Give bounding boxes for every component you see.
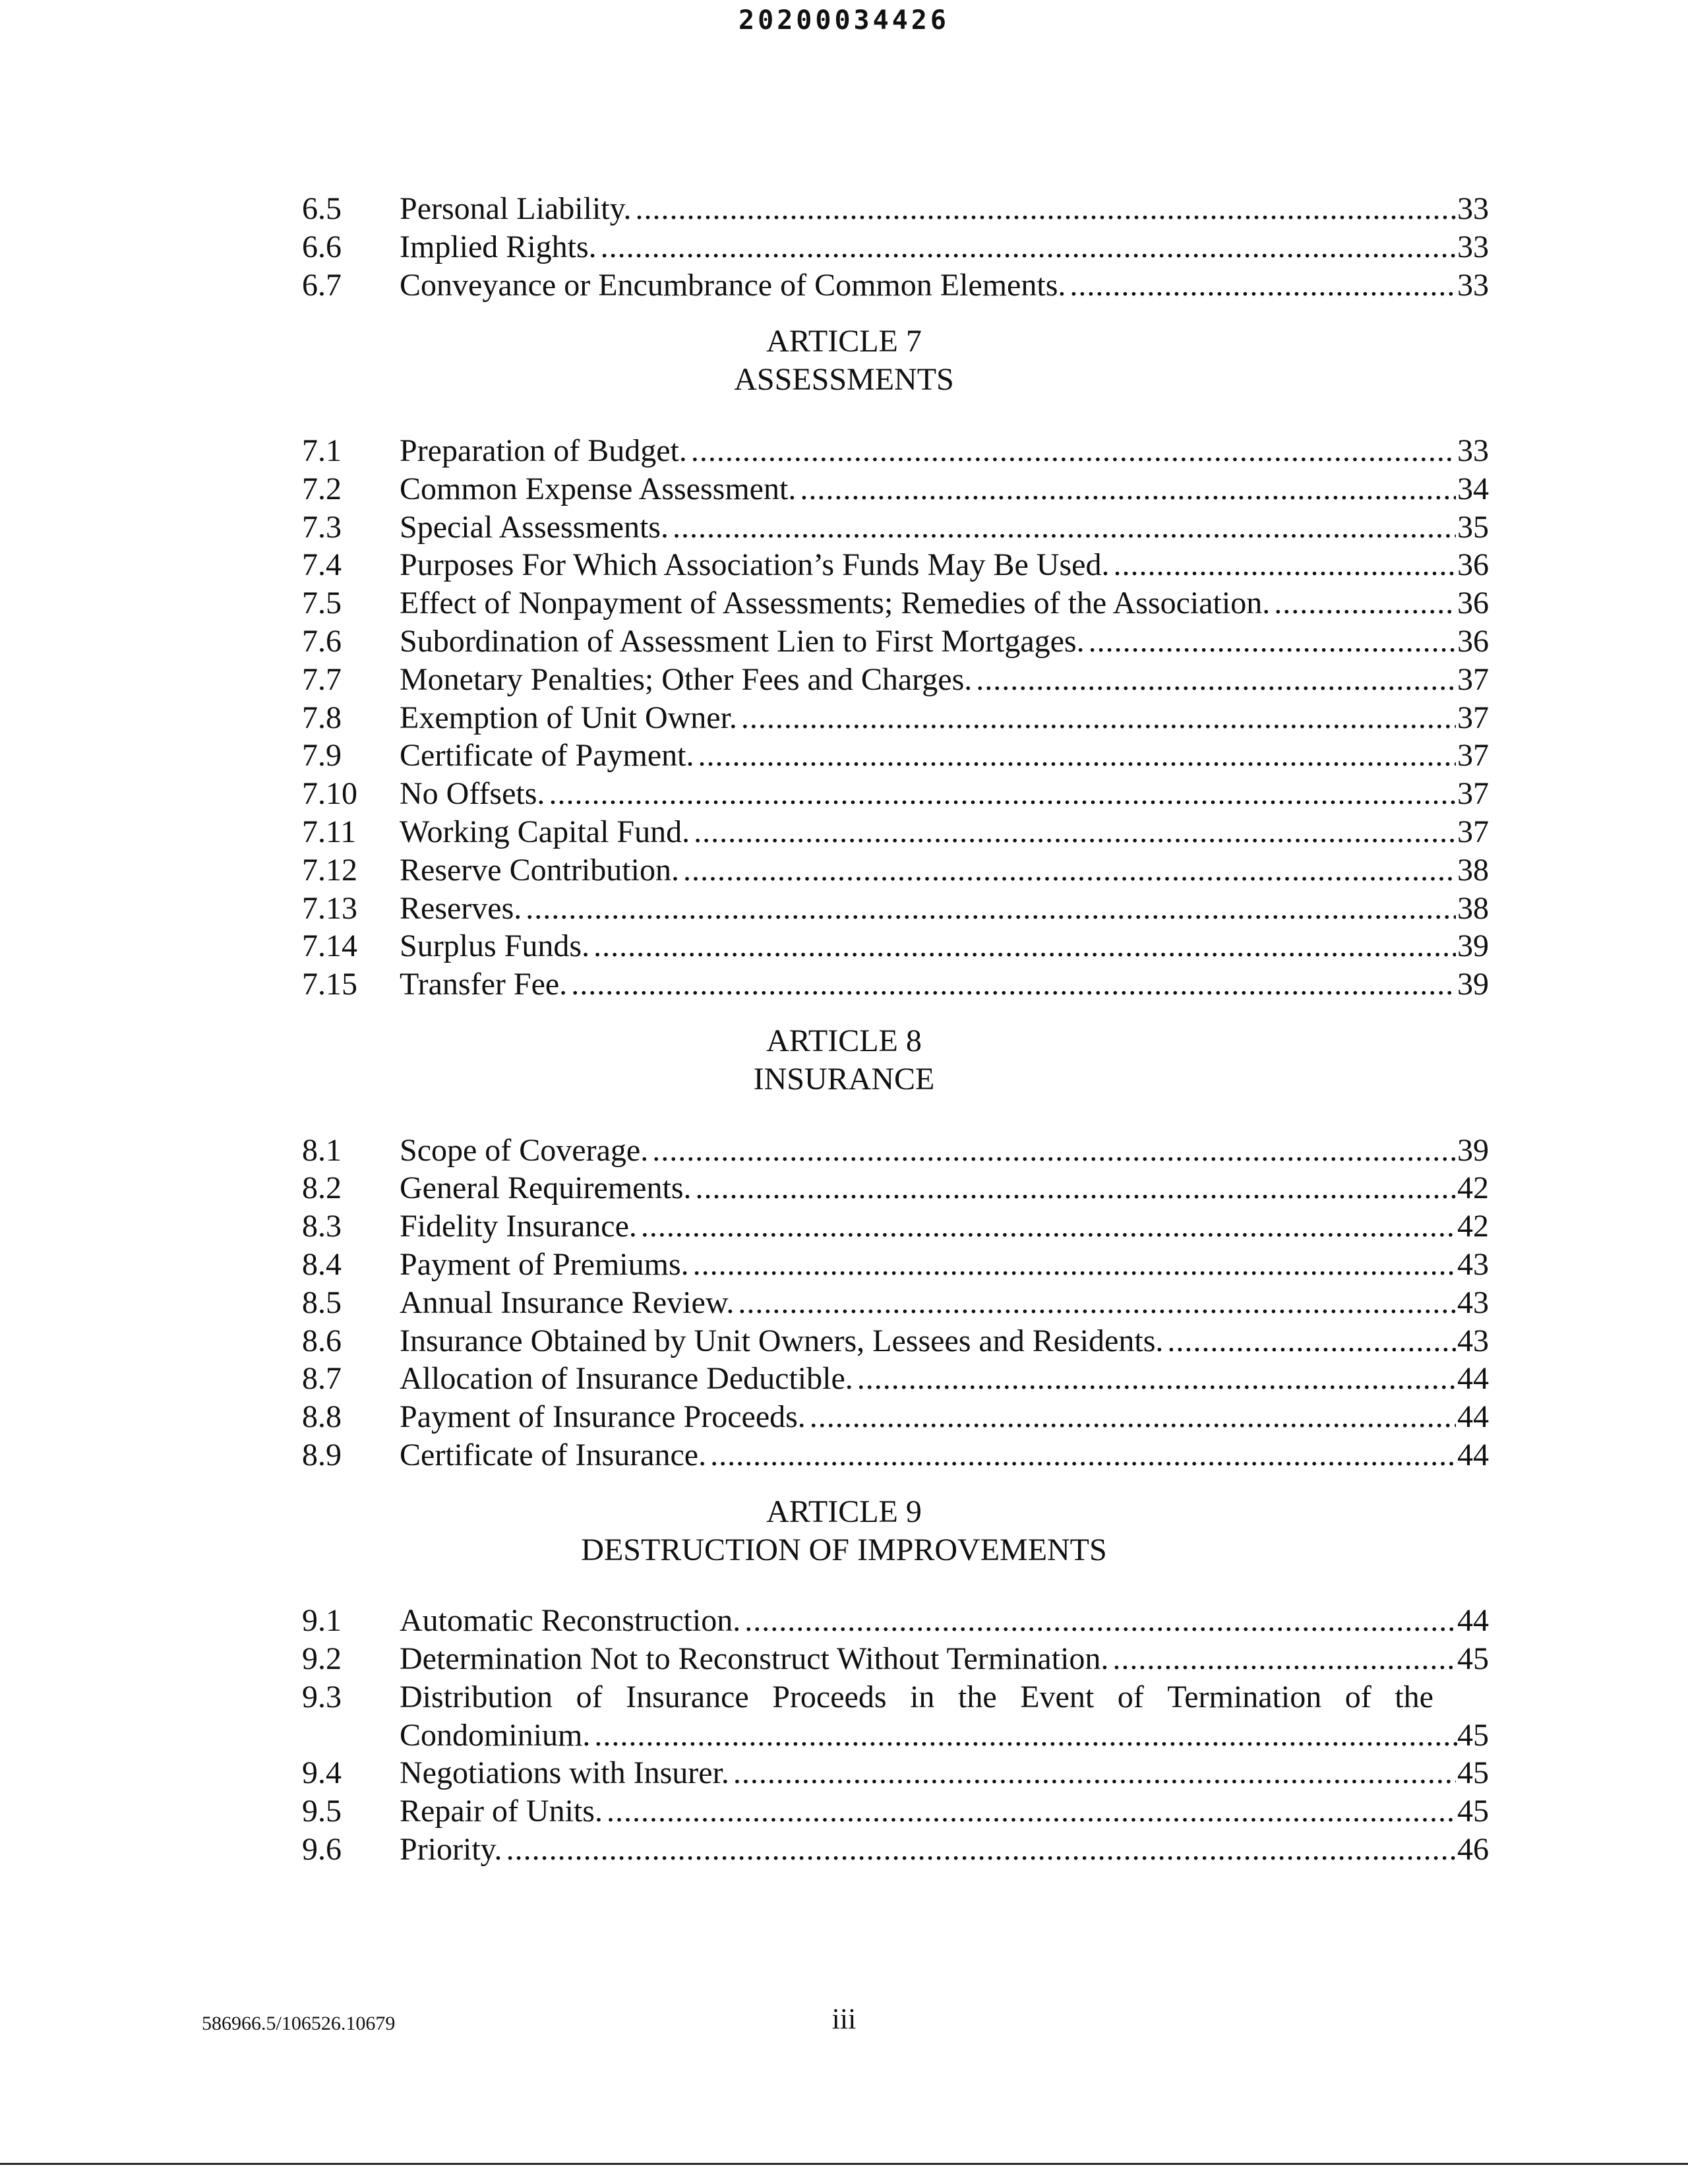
dot-leader [1270, 584, 1456, 622]
toc-entry-number: 7.6 [302, 623, 342, 659]
toc-entry[interactable] [302, 432, 1489, 470]
toc-entry-title: Monetary Penalties; Other Fees and Charges. [400, 661, 973, 697]
article-8-section [302, 1132, 1489, 1474]
toc-entry[interactable] [302, 228, 1489, 266]
toc-entry[interactable] [302, 1284, 1489, 1322]
article-title: ASSESSMENTS [734, 362, 954, 398]
toc-entry-number: 6.5 [302, 191, 342, 226]
article-9-section [302, 1602, 1489, 1869]
toc-entry-page: 37 [1457, 776, 1489, 812]
dot-leader [637, 1207, 1456, 1246]
toc-entry-title: No Offsets. [400, 776, 545, 812]
toc-entry-number: 9.1 [302, 1603, 342, 1639]
toc-entry-title: Subordination of Assessment Lien to First Mortgages. [400, 623, 1085, 659]
toc-entry-title: Implied Rights. [400, 229, 597, 264]
toc-entry-page: 42 [1457, 1209, 1489, 1244]
article-8-heading [0, 1022, 1688, 1099]
toc-entry-page: 37 [1457, 700, 1489, 735]
toc-entry-number: 8.3 [302, 1209, 342, 1244]
toc-entry-number: 7.3 [302, 509, 342, 545]
toc-entry[interactable] [302, 190, 1489, 228]
dot-leader [1085, 622, 1456, 661]
toc-entry[interactable] [302, 622, 1489, 661]
toc-entry[interactable] [302, 813, 1489, 851]
dot-leader [740, 1602, 1456, 1640]
toc-entry-title: Special Assessments. [400, 509, 669, 545]
dot-leader [690, 813, 1456, 851]
document-reference: 586966.5/106526.10679 [202, 2013, 396, 2034]
toc-entry-number: 9.3 [302, 1679, 342, 1714]
toc-entry-number: 7.4 [302, 547, 342, 583]
title-word: the [958, 1679, 997, 1714]
toc-entry-page: 43 [1457, 1246, 1489, 1282]
toc-entry-number: 8.1 [302, 1132, 342, 1168]
toc-entry-title: Fidelity Insurance. [400, 1209, 637, 1244]
article-6-section [302, 190, 1489, 304]
toc-entry[interactable] [302, 508, 1489, 547]
toc-entry-page: 36 [1457, 586, 1489, 621]
dot-leader [806, 1398, 1456, 1436]
dot-leader [545, 775, 1456, 813]
toc-entry-number: 6.7 [302, 267, 342, 303]
toc-entry-number: 8.9 [302, 1437, 342, 1472]
article-number: ARTICLE 8 [766, 1023, 922, 1058]
toc-entry-page: 44 [1457, 1603, 1489, 1639]
toc-entry-page: 45 [1457, 1755, 1489, 1791]
dot-leader [692, 1169, 1457, 1207]
toc-entry[interactable] [302, 1322, 1489, 1360]
toc-entry-page: 44 [1457, 1437, 1489, 1472]
toc-entry-page: 45 [1457, 1641, 1489, 1677]
toc-entry-number: 8.8 [302, 1399, 342, 1435]
toc-entry-page: 37 [1457, 814, 1489, 849]
toc-entry-title: General Requirements. [400, 1170, 692, 1206]
title-word: Insurance [626, 1679, 749, 1714]
toc-entry[interactable] [302, 699, 1489, 737]
toc-entry-title: Automatic Reconstruction. [400, 1603, 741, 1639]
title-word: of [1344, 1679, 1372, 1714]
dot-leader [648, 1132, 1456, 1170]
dot-leader [694, 737, 1456, 775]
toc-entry-number: 8.4 [302, 1246, 342, 1282]
dot-leader [1109, 546, 1456, 584]
toc-entry-number: 7.11 [302, 814, 357, 849]
toc-entry[interactable] [302, 890, 1489, 928]
toc-entry-number: 7.15 [302, 967, 357, 1002]
toc-entry[interactable] [302, 1436, 1489, 1474]
dot-leader [796, 470, 1456, 508]
toc-entry[interactable] [302, 1360, 1489, 1398]
title-word: of [1117, 1679, 1144, 1714]
toc-entry-page: 37 [1457, 661, 1489, 697]
toc-entry[interactable] [302, 1207, 1489, 1246]
document-number: 20200034426 [738, 5, 950, 36]
toc-entry-number: 7.14 [302, 928, 357, 964]
toc-entry-number: 7.9 [302, 738, 342, 774]
toc-entry[interactable] [302, 661, 1489, 699]
dot-leader [1066, 266, 1456, 305]
toc-entry-page: 42 [1457, 1170, 1489, 1206]
toc-entry-title: Reserve Contribution. [400, 852, 679, 888]
title-word: Proceeds [772, 1679, 887, 1714]
dot-leader [737, 699, 1456, 737]
page-bottom-rule [0, 2163, 1688, 2165]
toc-entry-page: 39 [1457, 928, 1489, 964]
toc-entry-title: Certificate of Payment. [400, 738, 694, 774]
article-title: DESTRUCTION OF IMPROVEMENTS [581, 1532, 1107, 1567]
dot-leader [729, 1754, 1456, 1792]
dot-leader [669, 508, 1456, 547]
dot-leader [597, 228, 1456, 266]
article-number: ARTICLE 9 [766, 1494, 922, 1529]
toc-entry[interactable] [302, 266, 1489, 305]
toc-entry[interactable] [302, 1132, 1489, 1170]
toc-entry-page: 33 [1457, 267, 1489, 303]
title-word: of [576, 1679, 603, 1714]
toc-entry-number: 7.12 [302, 852, 357, 888]
toc-entry-title-line [400, 1716, 1489, 1755]
toc-entry[interactable] [302, 1640, 1489, 1678]
toc-entry-number: 7.10 [302, 776, 357, 812]
toc-entry-title: Insurance Obtained by Unit Owners, Lessees and Residents. [400, 1323, 1164, 1358]
dot-leader [853, 1360, 1456, 1398]
toc-entry-title: Effect of Nonpayment of Assessments; Remedies of the Association. [400, 586, 1271, 621]
article-7-heading [0, 322, 1688, 399]
toc-entry-number: 8.7 [302, 1361, 342, 1397]
toc-entry-number: 7.7 [302, 661, 342, 697]
toc-entry-number: 7.1 [302, 433, 342, 468]
toc-entry-title: Certificate of Insurance. [400, 1437, 707, 1472]
toc-entry-title: Annual Insurance Review. [400, 1285, 735, 1320]
toc-entry-number: 8.2 [302, 1170, 342, 1206]
dot-leader [567, 965, 1456, 1004]
toc-entry-page: 37 [1457, 738, 1489, 774]
toc-entry-title: Condominium. [400, 1717, 591, 1753]
toc-entry[interactable] [302, 775, 1489, 813]
toc-entry-page: 44 [1457, 1399, 1489, 1435]
toc-entry-page: 33 [1457, 191, 1489, 226]
toc-entry-title: Payment of Insurance Proceeds. [400, 1399, 806, 1435]
dot-leader [687, 432, 1456, 470]
toc-entry[interactable] [302, 851, 1489, 890]
toc-entry-page: 36 [1457, 547, 1489, 583]
toc-entry-number: 7.2 [302, 471, 342, 506]
title-word: Distribution [400, 1679, 553, 1714]
toc-entry[interactable] [302, 546, 1489, 584]
toc-entry-title: Transfer Fee. [400, 967, 568, 1002]
toc-entry-title: Reserves. [400, 890, 522, 926]
toc-entry[interactable] [302, 1602, 1489, 1640]
article-number: ARTICLE 7 [766, 324, 922, 359]
toc-entry-page: 45 [1457, 1794, 1489, 1829]
toc-entry[interactable] [302, 1246, 1489, 1284]
toc-entry-title: Allocation of Insurance Deductible. [400, 1361, 853, 1397]
toc-entry-page: 34 [1457, 471, 1489, 506]
toc-entry-title: Determination Not to Reconstruct Without Termination. [400, 1641, 1109, 1677]
dot-leader [603, 1792, 1456, 1831]
title-word: in [910, 1679, 935, 1714]
toc-entry[interactable] [302, 1831, 1489, 1869]
dot-leader [522, 890, 1456, 928]
dot-leader [589, 927, 1456, 965]
toc-entry-title-line [400, 1678, 1489, 1716]
dot-leader [734, 1284, 1456, 1322]
toc-entry-title: Repair of Units. [400, 1794, 603, 1829]
toc-entry-title: Priority. [400, 1832, 502, 1867]
toc-entry-title: Payment of Premiums. [400, 1246, 689, 1282]
toc-entry-page: 39 [1457, 967, 1489, 1002]
toc-entry[interactable] [302, 1398, 1489, 1436]
dot-leader [1108, 1640, 1456, 1678]
toc-entry[interactable] [302, 1792, 1489, 1831]
article-9-heading [0, 1493, 1688, 1569]
toc-entry[interactable] [302, 927, 1489, 965]
toc-entry-page: 33 [1457, 433, 1489, 468]
toc-entry-number: 8.5 [302, 1285, 342, 1320]
toc-entry-number: 9.4 [302, 1755, 342, 1791]
toc-entry-multiline[interactable] [302, 1678, 1489, 1755]
toc-entry-title: Preparation of Budget. [400, 433, 687, 468]
article-7-section [302, 432, 1489, 1004]
dot-leader [972, 661, 1456, 699]
toc-entry-page: 38 [1457, 890, 1489, 926]
toc-entry[interactable] [302, 737, 1489, 775]
toc-entry[interactable] [302, 1169, 1489, 1207]
toc-entry-page: 36 [1457, 623, 1489, 659]
toc-entry[interactable] [302, 470, 1489, 508]
toc-entry[interactable] [302, 965, 1489, 1004]
title-word: the [1395, 1679, 1433, 1714]
toc-entry[interactable] [302, 1754, 1489, 1792]
toc-entry-page: 43 [1457, 1323, 1489, 1358]
toc-entry-page: 35 [1457, 509, 1489, 545]
toc-entry-page: 33 [1457, 229, 1489, 264]
dot-leader [590, 1716, 1457, 1755]
toc-entry-number: 7.8 [302, 700, 342, 735]
toc-entry-number: 8.6 [302, 1323, 342, 1358]
toc-entry-number: 7.5 [302, 586, 342, 621]
toc-entry-title: Conveyance or Encumbrance of Common Elements. [400, 267, 1066, 303]
toc-entry-title: Personal Liability. [400, 191, 632, 226]
toc-entry-number: 9.6 [302, 1832, 342, 1867]
toc-entry-title: Purposes For Which Association’s Funds May Be Used. [400, 547, 1110, 583]
toc-entry-page: 46 [1457, 1832, 1489, 1867]
toc-entry-page: 43 [1457, 1285, 1489, 1320]
toc-entry-title: Surplus Funds. [400, 928, 590, 964]
article-title: INSURANCE [753, 1061, 935, 1097]
toc-entry-title: Negotiations with Insurer. [400, 1755, 729, 1791]
toc-entry-number: 7.13 [302, 890, 357, 926]
page-number: iii [831, 2003, 857, 2035]
dot-leader [679, 851, 1456, 890]
toc-entry-number: 6.6 [302, 229, 342, 264]
toc-entry-number: 9.5 [302, 1794, 342, 1829]
toc-entry-number: 9.2 [302, 1641, 342, 1677]
dot-leader [689, 1246, 1456, 1284]
toc-entry-title: Scope of Coverage. [400, 1132, 649, 1168]
title-word: Event [1020, 1679, 1095, 1714]
toc-entry-page: 39 [1457, 1132, 1489, 1168]
dot-leader [502, 1831, 1456, 1869]
toc-entry-title: Working Capital Fund. [400, 814, 690, 849]
dot-leader [1163, 1322, 1456, 1360]
toc-entry-page: 38 [1457, 852, 1489, 888]
toc-entry[interactable] [302, 584, 1489, 622]
toc-entry-title: Common Expense Assessment. [400, 471, 797, 506]
dot-leader [706, 1436, 1456, 1474]
toc-entry-title: Exemption of Unit Owner. [400, 700, 737, 735]
title-word: Termination [1167, 1679, 1322, 1714]
toc-entry-title-block [400, 1678, 1489, 1755]
table-of-contents [302, 190, 1489, 1869]
toc-entry-page: 44 [1457, 1361, 1489, 1397]
toc-entry-page: 45 [1457, 1717, 1489, 1753]
dot-leader [632, 190, 1457, 228]
